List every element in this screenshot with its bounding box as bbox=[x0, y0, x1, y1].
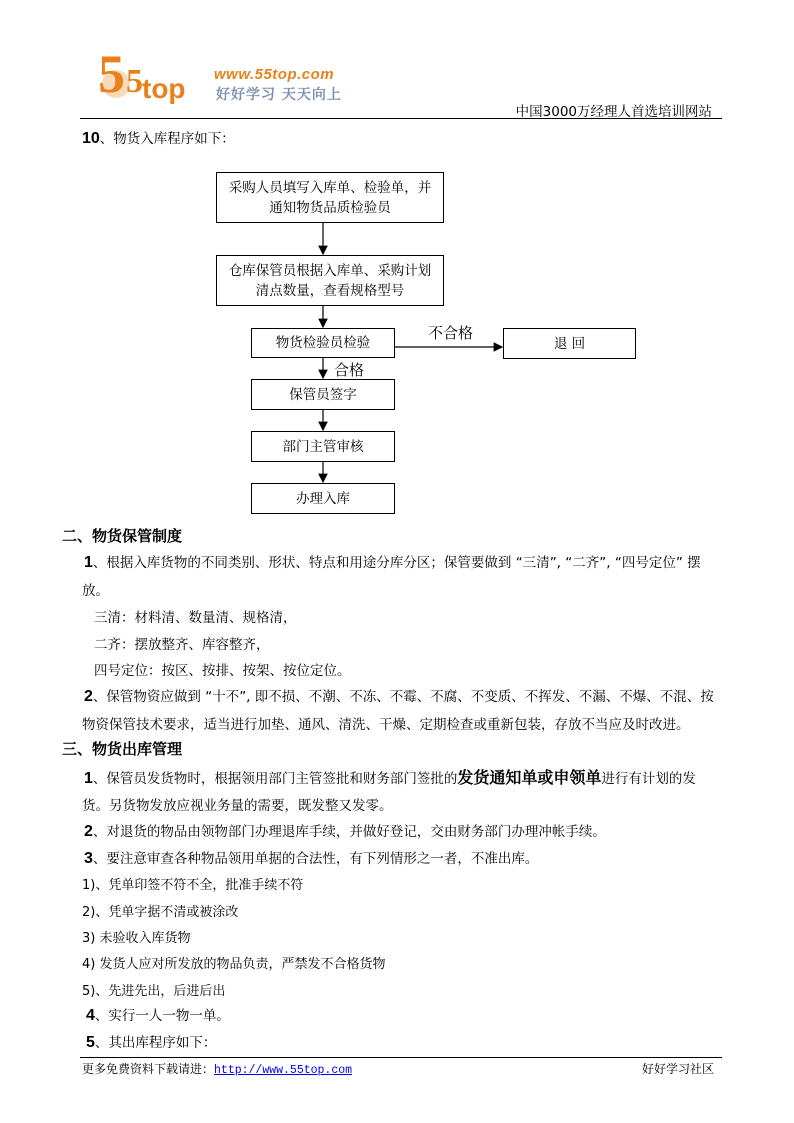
section3-item-1: 1)、凭单印签不符不全，批准手续不符 bbox=[82, 878, 304, 893]
svg-text:5: 5 bbox=[98, 48, 125, 104]
footer-right-text: 好好学习社区 bbox=[641, 1062, 714, 1076]
section2-p1-text: 、根据入库货物的不同类别、形状、特点和用途分库分区；保管要做到 “三清”, “二齐”, “四号定位” 摆 bbox=[92, 555, 701, 571]
section2-sub1: 三清：材料清、数量清、规格清， bbox=[94, 610, 297, 626]
flow-step-manager-review: 部门主管审核 bbox=[251, 431, 395, 462]
section3-p4 bbox=[86, 1004, 230, 1025]
section3-p2 bbox=[84, 820, 606, 841]
section3-p1-pre: 、保管员发货物时，根据领用部门主管签批和财务部门签批的 bbox=[92, 771, 458, 787]
section3-title: 三、物货出库管理 bbox=[62, 740, 183, 758]
intro-number: 10 bbox=[82, 130, 100, 147]
section3-p2-number: 2 bbox=[84, 823, 93, 840]
section2-p2-line1 bbox=[84, 685, 714, 706]
section3-p1-line1 bbox=[84, 765, 696, 788]
section3-item-3: 3) 未验收入库货物 bbox=[82, 931, 191, 946]
flow-step-purchase-line2: 通知物货品质检验员 bbox=[269, 199, 391, 216]
flow-step-purchase-line1: 采购人员填写入库单、检验单，并 bbox=[228, 179, 432, 196]
logo-slogan: 好好学习 天天向上 bbox=[216, 87, 342, 103]
logo-url-text: www.55top.com bbox=[214, 66, 335, 83]
flow-step-warehouse-check bbox=[216, 255, 444, 306]
flow-step-stock-in: 办理入库 bbox=[251, 483, 395, 514]
section2-p2-number: 2 bbox=[84, 688, 93, 705]
label-fail: 不合格 bbox=[428, 324, 474, 342]
svg-text:top: top bbox=[142, 73, 186, 104]
flow-step-warehouse-line2: 清点数量，查看规格型号 bbox=[255, 282, 405, 299]
footer-divider bbox=[80, 1057, 722, 1058]
section3-item-4: 4) 发货人应对所发放的物品负责，严禁发不合格货物 bbox=[82, 957, 386, 972]
section2-sub2: 二齐：摆放整齐、库容整齐， bbox=[94, 637, 270, 653]
footer-left-text: 更多免费资料下载请进： bbox=[82, 1062, 215, 1076]
flow-step-keeper-sign: 保管员签字 bbox=[251, 379, 395, 410]
flow-step-warehouse-line1: 仓库保管员根据入库单、采购计划 bbox=[228, 262, 432, 279]
section3-p1-post: 进行有计划的发 bbox=[601, 771, 696, 787]
section3-p3-number: 3 bbox=[84, 850, 93, 867]
flow-step-purchase bbox=[216, 172, 444, 223]
section2-p2-text: 、保管物资应做到 “十不”, 即不损、不潮、不冻、不霉、不腐、不变质、不挥发、不漏、不爆、不混、按 bbox=[92, 689, 714, 705]
section3-p5 bbox=[86, 1031, 216, 1052]
intro-text: 、物货入库程序如下： bbox=[99, 131, 235, 147]
section3-p1-number: 1 bbox=[84, 770, 93, 787]
section3-p4-text: 、实行一人一物一单。 bbox=[94, 1008, 230, 1024]
section3-p5-number: 5 bbox=[86, 1034, 95, 1051]
footer-left bbox=[82, 1060, 352, 1077]
flow-step-return: 退 回 bbox=[503, 328, 636, 359]
section2-p2-line2: 物资保管技术要求，适当进行加垫、通风、清洗、干燥、定期检查或重新包装，存放不当应及时改进。 bbox=[82, 717, 690, 733]
section3-p4-number: 4 bbox=[86, 1007, 95, 1024]
section2-p1-line1 bbox=[84, 551, 701, 572]
section2-sub3: 四号定位：按区、按排、按架、按位定位。 bbox=[94, 663, 351, 679]
section2-p1-number: 1 bbox=[84, 554, 93, 571]
section2-title: 二、物货保管制度 bbox=[62, 527, 183, 545]
section3-item-2: 2)、凭单字据不清或被涂改 bbox=[82, 905, 239, 920]
site-caption: 中国3000万经理人首选培训网站 bbox=[515, 104, 712, 120]
label-pass: 合格 bbox=[334, 361, 365, 379]
section3-p3-text: 、要注意审查各种物品领用单据的合法性，有下列情形之一者，不准出库。 bbox=[92, 851, 539, 867]
section3-p1-bold: 发货通知单或申领单 bbox=[457, 768, 602, 787]
section3-p3 bbox=[84, 847, 538, 868]
section3-p1-line2: 货。另货物发放应视业务量的需要，既发整又发零。 bbox=[82, 798, 393, 814]
section3-p5-text: 、其出库程序如下： bbox=[94, 1035, 217, 1051]
section3-p2-text: 、对退货的物品由领物部门办理退库手续，并做好登记，交由财务部门办理冲帐手续。 bbox=[92, 824, 606, 840]
section2-p1-line2: 放。 bbox=[82, 583, 109, 599]
flow-step-inspection: 物货检验员检验 bbox=[251, 328, 395, 358]
svg-text:5: 5 bbox=[126, 63, 143, 100]
section3-item-5: 5)、先进先出，后进后出 bbox=[82, 984, 226, 999]
footer-link[interactable]: http://www.55top.com bbox=[214, 1064, 353, 1077]
